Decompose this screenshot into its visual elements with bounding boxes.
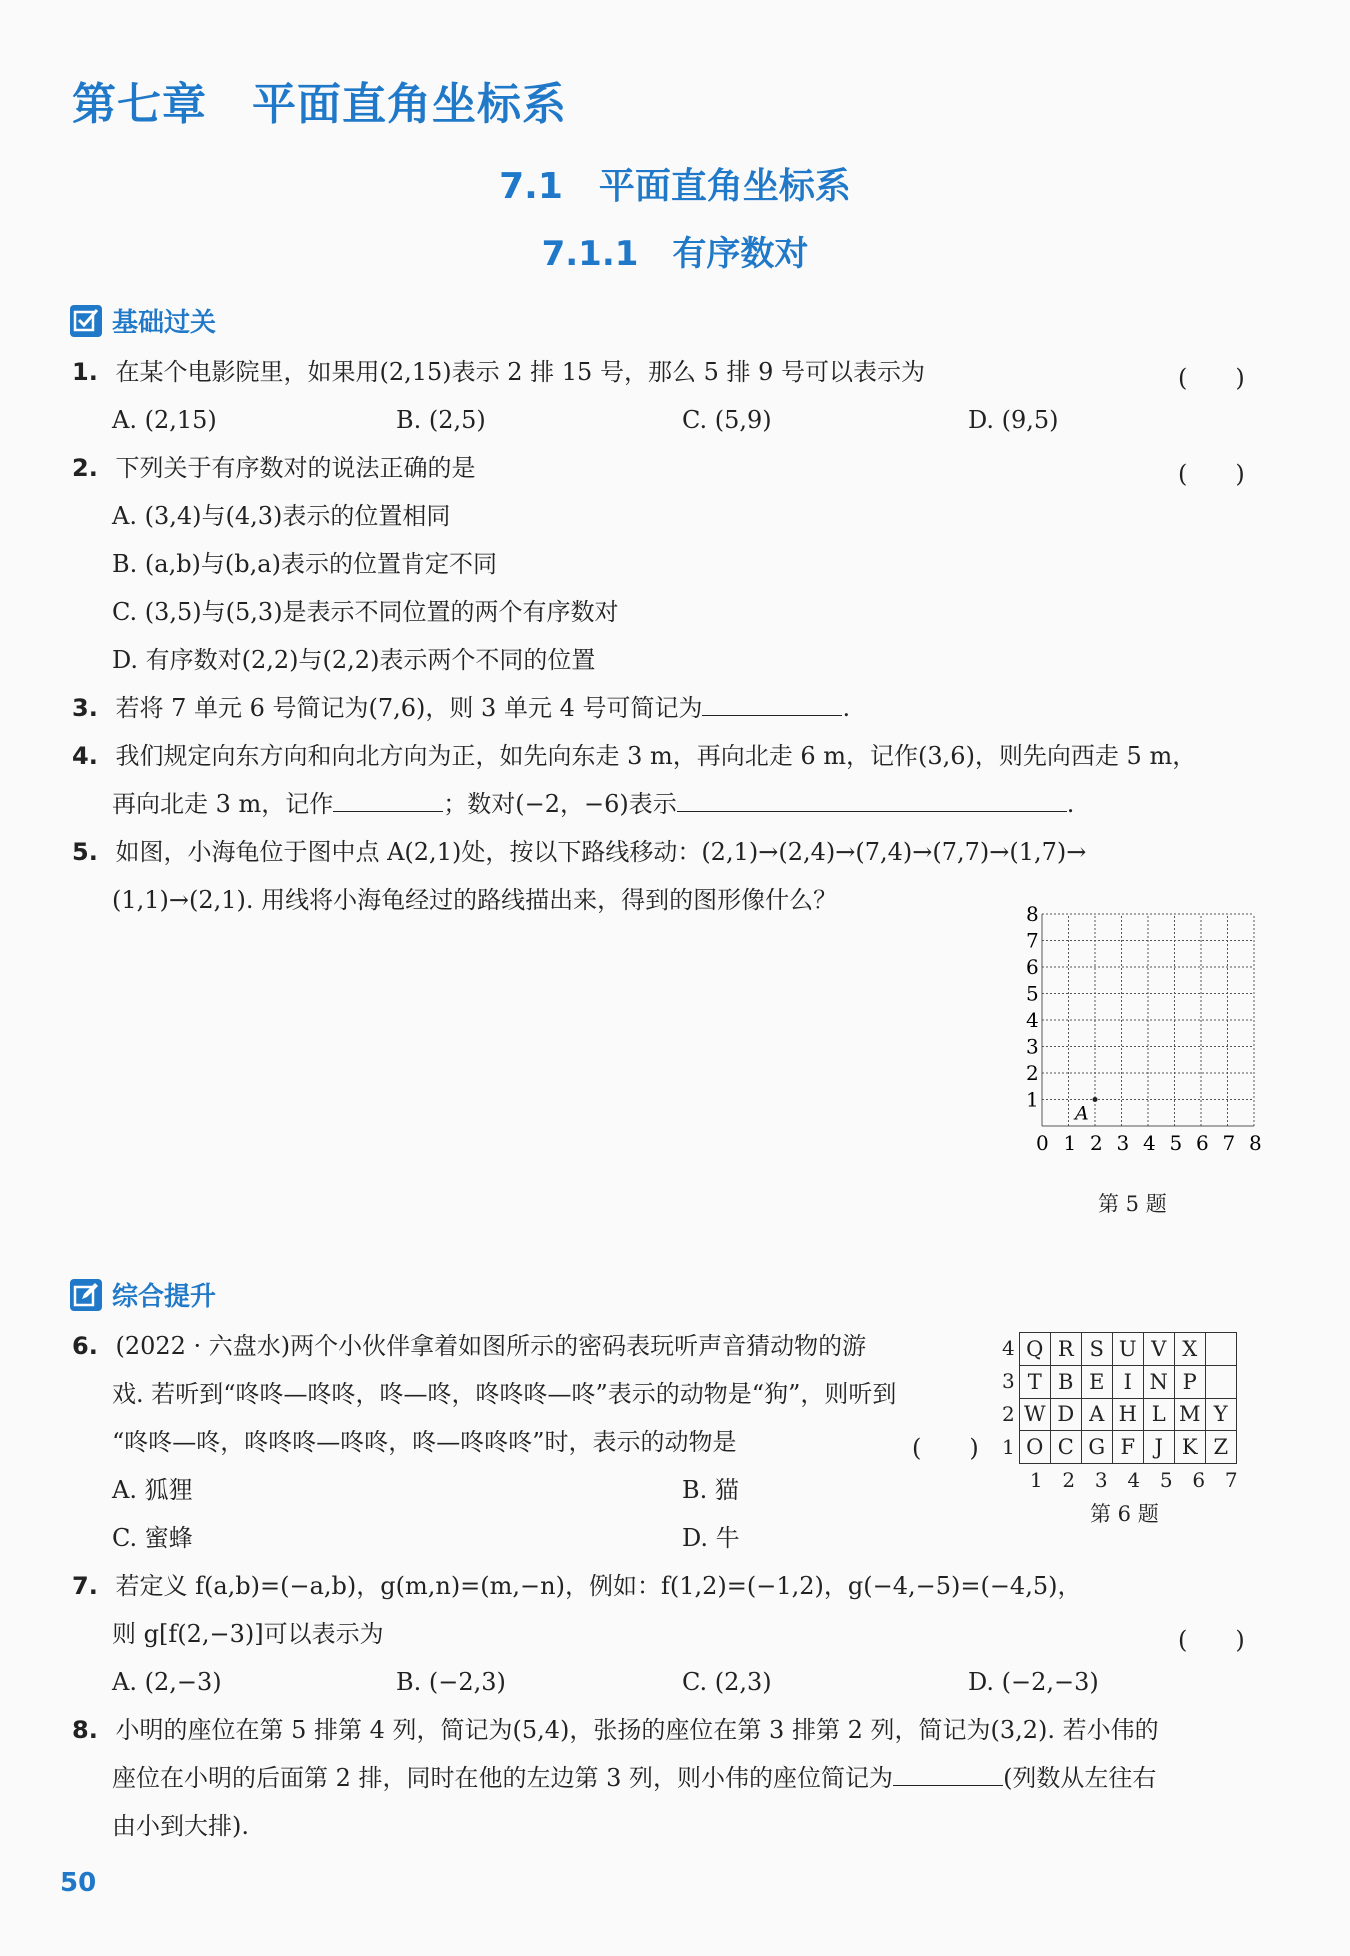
subsection-title: 7.1.1 有序数对 (541, 234, 809, 274)
code-cell: O (1019, 1431, 1050, 1464)
q6-option-b: B. 猫 (682, 1476, 739, 1504)
q1-option-d: D. (9,5) (968, 406, 1059, 434)
q7-option-a: A. (2,−3) (112, 1668, 222, 1696)
checkbox-pencil-icon (70, 305, 102, 337)
q5-line2: (1,1)→(2,1). 用线将小海龟经过的路线描出来，得到的图形像什么？ (112, 886, 838, 914)
x-tick-label: 3 (1116, 1131, 1130, 1155)
q4-blank-2[interactable] (677, 789, 1067, 812)
q7-option-b: B. (−2,3) (396, 1668, 506, 1696)
y-tick-label: 3 (1026, 1034, 1039, 1059)
q1-option-c: C. (5,9) (682, 406, 772, 434)
row-label: 4 (1002, 1336, 1015, 1360)
section-title: 7.1 平面直角坐标系 (499, 166, 851, 207)
figure-6-code-table (1002, 1332, 1248, 1492)
q8-line2b: (列数从左往右 (1003, 1764, 1157, 1792)
code-cell: G (1081, 1431, 1112, 1464)
q4-line2 (112, 788, 1074, 820)
q1-number: 1. (72, 358, 98, 386)
y-tick-label: 4 (1026, 1008, 1039, 1032)
code-cell: L (1143, 1398, 1174, 1431)
col-label: 6 (1192, 1468, 1206, 1492)
question-4 (72, 740, 1196, 772)
q4-blank-1[interactable] (333, 789, 443, 812)
x-tick-label: 1 (1063, 1131, 1077, 1155)
figure-5-caption: 第 5 题 (1098, 1192, 1167, 1216)
code-cell: E (1081, 1365, 1112, 1398)
q8-line1: 小明的座位在第 5 排第 4 列，简记为(5,4)，张扬的座位在第 3 排第 2 列，简记为(3,2). 若小伟的 (115, 1716, 1159, 1744)
q8-line2a: 座位在小明的后面第 2 排，同时在他的左边第 3 列，则小伟的座位简记为 (112, 1764, 894, 1792)
x-tick-label: 4 (1143, 1131, 1156, 1155)
code-cell: A (1081, 1398, 1112, 1431)
y-tick-label: 5 (1026, 981, 1039, 1006)
q4-line2a: 再向北走 3 m，记作 (112, 790, 334, 818)
q2-option-b: B. (a,b)与(b,a)表示的位置肯定不同 (112, 550, 497, 578)
y-tick-label: 8 (1026, 902, 1039, 926)
figure-6-caption: 第 6 题 (1090, 1502, 1159, 1526)
q6-line1: (2022 · 六盘水)两个小伙伴拿着如图所示的密码表玩听声音猜动物的游 (115, 1332, 867, 1360)
point-a-label: A (1075, 1102, 1089, 1125)
code-row (1019, 1431, 1236, 1464)
q6-option-d: D. 牛 (682, 1524, 740, 1552)
q3-number: 3. (72, 694, 98, 722)
q8-line3: 由小到大排). (112, 1812, 249, 1840)
code-cell: Q (1019, 1333, 1050, 1366)
q7-line2: 则 g[f(2,−3)]可以表示为 (112, 1620, 384, 1648)
q4-end: . (1066, 790, 1075, 818)
q6-number: 6. (72, 1332, 98, 1360)
code-cell: S (1081, 1333, 1112, 1366)
col-label: 5 (1159, 1468, 1173, 1492)
code-cell: B (1050, 1365, 1081, 1398)
q2-option-c: C. (3,5)与(5,3)是表示不同位置的两个有序数对 (112, 598, 619, 626)
q7-line1: 若定义 f(a,b)=(−a,b)，g(m,n)=(m,−n)，例如：f(1,2)=(−1,2)，g(−4,−5)=(−4,5)， (115, 1572, 1082, 1600)
q1-option-a: A. (2,15) (112, 406, 217, 434)
col-label: 3 (1094, 1468, 1108, 1492)
pencil-square-icon (70, 1279, 102, 1311)
x-tick-label: 8 (1249, 1131, 1262, 1155)
code-cell: X (1174, 1333, 1205, 1366)
code-cell: C (1050, 1431, 1081, 1464)
y-tick-label: 1 (1026, 1087, 1039, 1112)
q8-line2 (112, 1762, 1156, 1794)
q6-line2: 戏. 若听到“咚咚—咚咚，咚—咚，咚咚咚—咚”表示的动物是“狗”，则听到 (112, 1380, 897, 1408)
col-label: 7 (1224, 1468, 1238, 1492)
q5-number: 5. (72, 838, 98, 866)
q8-number: 8. (72, 1716, 98, 1744)
y-tick-label: 7 (1026, 928, 1039, 953)
y-tick-label: 2 (1026, 1061, 1039, 1085)
q4-line1: 我们规定向东方向和向北方向为正，如先向东走 3 m，再向北走 6 m，记作(3,6)，则先向西走 5 m， (115, 742, 1197, 770)
code-cell: F (1112, 1431, 1143, 1464)
code-cell (1205, 1333, 1236, 1366)
q7-answer-paren: ( ) (1178, 1626, 1245, 1654)
q2-answer-paren: ( ) (1178, 460, 1245, 488)
point-a-marker (1093, 1097, 1098, 1102)
code-row (1019, 1398, 1236, 1431)
code-cell: T (1019, 1365, 1050, 1398)
x-tick-labels (1036, 1131, 1262, 1155)
figure-5-grid (1010, 902, 1280, 1186)
code-cell: J (1143, 1431, 1174, 1464)
chapter-title: 第七章 平面直角坐标系 (72, 79, 567, 130)
code-cell: P (1174, 1365, 1205, 1398)
question-6 (72, 1330, 866, 1362)
code-row (1019, 1365, 1236, 1398)
row-label: 3 (1002, 1369, 1015, 1393)
code-cell: Z (1205, 1431, 1236, 1464)
x-tick-label: 0 (1036, 1131, 1049, 1155)
q3-blank[interactable] (702, 693, 842, 716)
code-cell: I (1112, 1365, 1143, 1398)
q2-option-a: A. (3,4)与(4,3)表示的位置相同 (112, 502, 451, 530)
q4-number: 4. (72, 742, 98, 770)
code-cell: D (1050, 1398, 1081, 1431)
y-tick-labels (1026, 902, 1039, 1112)
q2-option-d: D. 有序数对(2,2)与(2,2)表示两个不同的位置 (112, 646, 596, 674)
x-tick-label: 6 (1196, 1131, 1209, 1155)
row-labels (1002, 1332, 1015, 1464)
q6-line3: “咚咚—咚，咚咚咚—咚咚，咚—咚咚咚”时，表示的动物是 (112, 1428, 737, 1456)
q4-line2b: ；数对(−2，−6)表示 (443, 790, 677, 818)
row-label: 2 (1002, 1402, 1015, 1426)
code-cell: M (1174, 1398, 1205, 1431)
q2-number: 2. (72, 454, 98, 482)
code-cell: Y (1205, 1398, 1236, 1431)
q1-answer-paren: ( ) (1178, 364, 1245, 392)
x-tick-label: 2 (1090, 1131, 1103, 1155)
col-label: 2 (1062, 1468, 1076, 1492)
code-cell: U (1112, 1333, 1143, 1366)
code-cell: K (1174, 1431, 1205, 1464)
q3-end: . (842, 694, 851, 722)
section-header-advanced-label: 综合提升 (112, 1282, 217, 1312)
question-2 (72, 452, 475, 484)
row-label: 1 (1002, 1435, 1015, 1459)
q6-option-c: C. 蜜蜂 (112, 1524, 193, 1552)
code-cell: V (1143, 1333, 1174, 1366)
col-label: 1 (1029, 1468, 1043, 1492)
section-header-advanced (70, 1276, 216, 1313)
col-labels (1020, 1468, 1248, 1492)
q1-option-b: B. (2,5) (396, 406, 486, 434)
q1-text: 在某个电影院里，如果用(2,15)表示 2 排 15 号，那么 5 排 9 号可以表示为 (115, 358, 926, 386)
q7-option-d: D. (−2,−3) (968, 1668, 1099, 1696)
code-cell: N (1143, 1365, 1174, 1398)
question-5 (72, 836, 1086, 868)
x-tick-label: 5 (1169, 1131, 1183, 1155)
q2-text: 下列关于有序数对的说法正确的是 (115, 454, 476, 482)
question-3 (72, 692, 850, 724)
q6-answer-paren: ( ) (912, 1434, 979, 1462)
question-1 (72, 356, 925, 388)
q8-blank[interactable] (893, 1763, 1003, 1786)
question-7 (72, 1570, 1081, 1602)
q7-number: 7. (72, 1572, 98, 1600)
q7-option-c: C. (2,3) (682, 1668, 772, 1696)
code-grid (1019, 1332, 1237, 1464)
code-cell: W (1019, 1398, 1050, 1431)
q6-option-a: A. 狐狸 (112, 1476, 193, 1504)
col-label: 4 (1127, 1468, 1141, 1492)
section-header-basic (70, 302, 216, 339)
code-cell: R (1050, 1333, 1081, 1366)
y-tick-label: 6 (1026, 955, 1039, 979)
code-cell: H (1112, 1398, 1143, 1431)
question-8 (72, 1714, 1159, 1746)
section-header-basic-label: 基础过关 (112, 308, 217, 338)
code-cell (1205, 1365, 1236, 1398)
q3-text: 若将 7 单元 6 号简记为(7,6)，则 3 单元 4 号可简记为 (115, 694, 703, 722)
grid-lines (1042, 914, 1254, 1126)
q5-line1: 如图，小海龟位于图中点 A(2,1)处，按以下路线移动：(2,1)→(2,4)→(7,4)→(7,7)→(1,7)→ (115, 838, 1087, 866)
x-tick-label: 7 (1222, 1131, 1236, 1155)
page-number: 50 (60, 1868, 97, 1898)
code-row (1019, 1333, 1236, 1366)
